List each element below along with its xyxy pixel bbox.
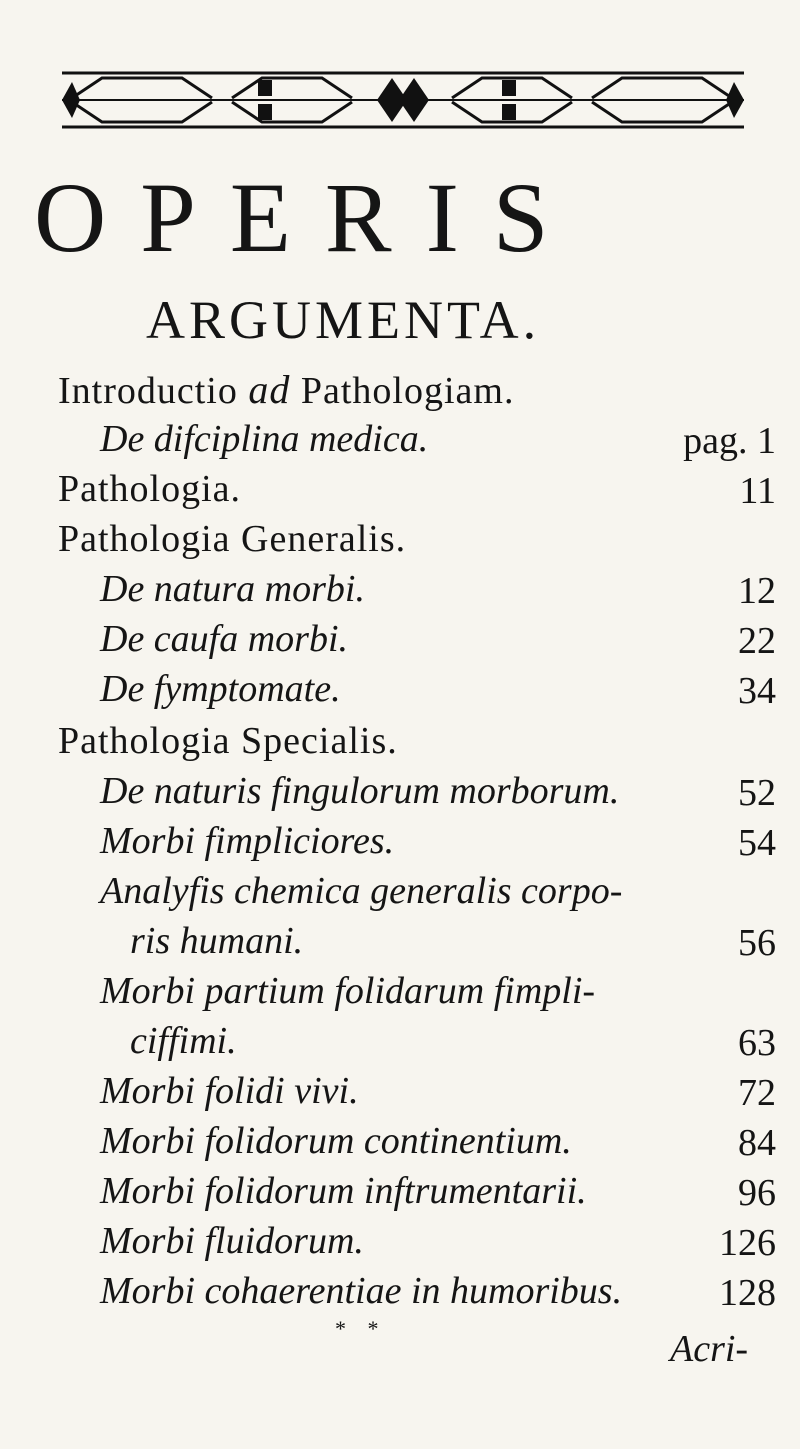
toc-entry: De caufa morbi. xyxy=(100,618,349,660)
toc-entry: De difciplina medica. xyxy=(100,418,429,460)
toc-entry: De naturis fingulorum morborum. xyxy=(100,770,620,812)
toc-entry: Morbi fimpliciores. xyxy=(100,820,395,862)
toc-entry: Morbi fluidorum. xyxy=(100,1220,364,1262)
toc-entry: Morbi folidorum continentium. xyxy=(100,1120,572,1162)
toc-page-number: 52 xyxy=(738,772,776,814)
toc-section-heading: Pathologia Generalis. xyxy=(58,518,407,560)
toc-entry: Morbi partium folidarum fimpli- xyxy=(100,970,596,1012)
toc-page-number: 126 xyxy=(719,1222,776,1264)
toc-page-number: 128 xyxy=(719,1272,776,1314)
toc-entry-continuation: ciffimi. xyxy=(130,1020,237,1062)
toc-page-number: 96 xyxy=(738,1172,776,1214)
toc-page-number: pag. 1 xyxy=(683,420,776,462)
signature-mark: * * xyxy=(335,1316,387,1341)
toc-page-number: 72 xyxy=(738,1072,776,1114)
toc-page-number: 56 xyxy=(738,922,776,964)
catchword: Acri- xyxy=(670,1328,749,1370)
toc-section-heading: Pathologia Specialis. xyxy=(58,720,398,762)
toc-page-number: 12 xyxy=(738,570,776,612)
heading-text: Introductio xyxy=(58,370,238,412)
toc-page-number: 63 xyxy=(738,1022,776,1064)
toc-entry: De fymptomate. xyxy=(100,668,341,710)
heading-text: Pathologiam. xyxy=(300,370,515,412)
toc-entry: Analyfis chemica generalis corpo- xyxy=(100,870,623,912)
heading-word-ad: ad xyxy=(248,367,291,412)
toc-entry-continuation: ris humani. xyxy=(130,920,304,962)
toc-heading-introductio xyxy=(58,367,515,412)
toc-page-number: 54 xyxy=(738,822,776,864)
toc-entry: Morbi folidorum inftrumentarii. xyxy=(100,1170,587,1212)
toc-page-number: 34 xyxy=(738,670,776,712)
toc-section-heading: Pathologia. xyxy=(58,468,242,510)
toc-page-number: 22 xyxy=(738,620,776,662)
toc-entry: Morbi cohaerentiae in humoribus. xyxy=(100,1270,623,1312)
page-title: OPERIS xyxy=(34,162,583,273)
page-subtitle: ARGUMENTA. xyxy=(146,290,541,350)
toc-entry: De natura morbi. xyxy=(100,568,365,610)
toc-page-number: 84 xyxy=(738,1122,776,1164)
toc-entry: Morbi folidi vivi. xyxy=(100,1070,359,1112)
toc-page-number: 11 xyxy=(739,470,776,512)
